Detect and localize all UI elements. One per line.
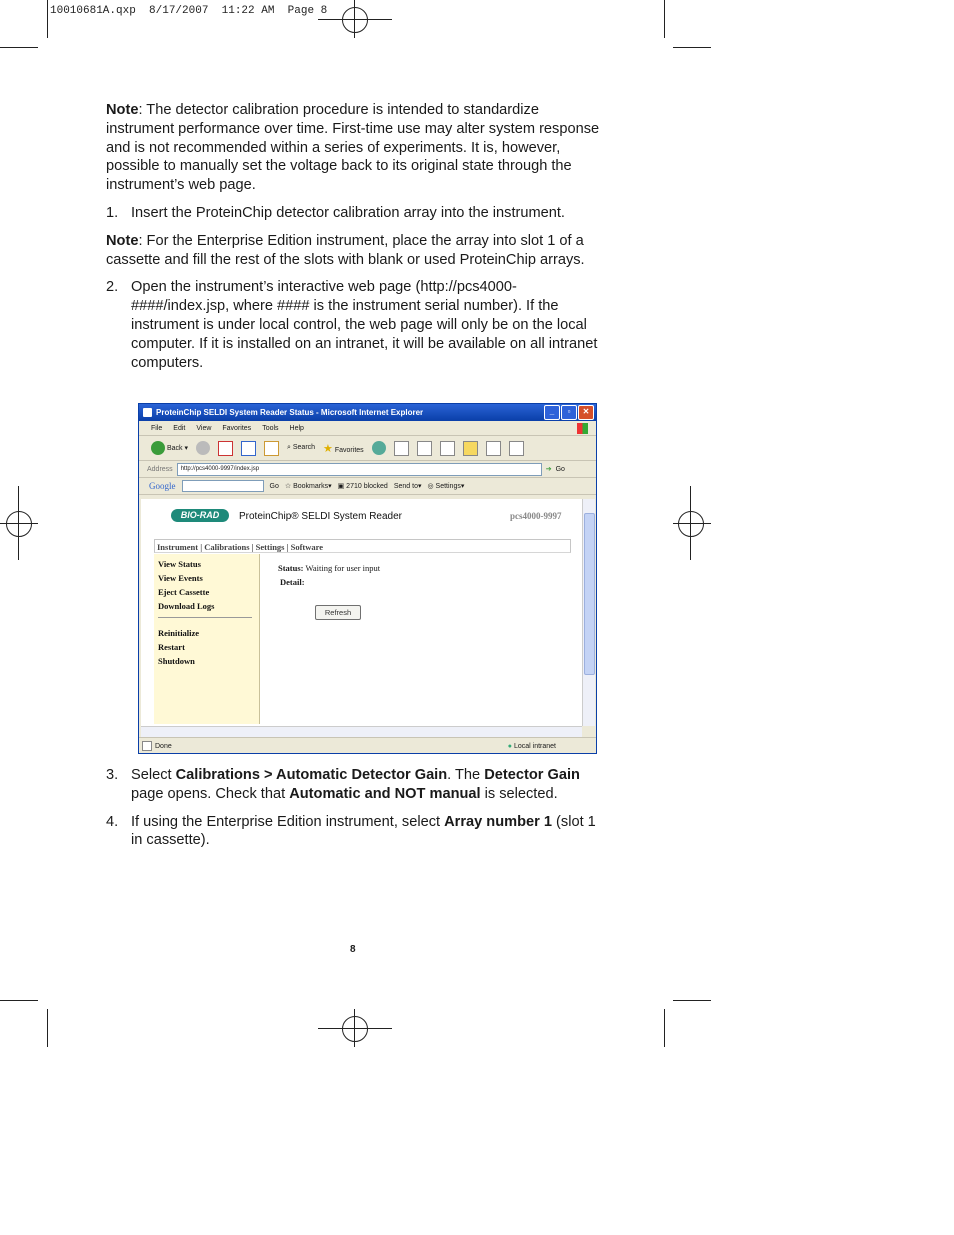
step-text: Insert the ProteinChip detector calibration array into the instrument. [131,204,565,221]
note-label: Note [106,232,139,249]
popup-blocked-button[interactable]: ▣ 2710 blocked [337,483,388,490]
status-label: Status: [278,563,304,573]
menu-edit[interactable]: Edit [173,424,186,432]
step-number: 4. [106,813,119,830]
scroll-thumb[interactable] [584,513,595,675]
sidebar-item-view-events[interactable]: View Events [158,573,203,583]
registration-mark [678,511,704,537]
menu-view[interactable]: View [196,424,212,432]
back-button[interactable]: Back ▾ [151,441,188,455]
registration-line [318,19,392,20]
step-number: 3. [106,767,119,783]
send-to-button[interactable]: Send to▾ [393,483,422,490]
ie-page-icon [143,408,152,417]
page-done-icon [142,741,152,751]
web-page-viewport [141,499,582,726]
step-text: Open the instrument’s interactive web page (http://pcs4000-####/index.jsp, where #### is the instrument serial number). If the instrument is under local control, the web page will only be on the local computer. If it is installed on an intranet, it will be available on all intranet computers. [131,279,598,371]
step-text: If using the Enterprise Edition instrument, select [131,813,445,830]
close-icon[interactable]: ✕ [578,405,594,420]
star-icon: ★ [323,442,333,455]
window-title: ProteinChip SELDI System Reader Status - Microsoft Internet Explorer [156,408,424,417]
settings-label: Settings [435,483,461,490]
step-text: page opens. Check that [131,785,290,802]
status-line [278,563,380,573]
restore-icon[interactable]: ▫ [561,405,577,420]
sidebar-item-view-status[interactable]: View Status [158,559,201,569]
home-icon[interactable] [264,441,279,456]
menu-help[interactable]: Help [289,424,304,432]
note-text: : For the Enterprise Edition instrument, place the array into slot 1 of a cassette and fill the rest of the slots with blank or used ProteinChip arrays. [106,232,585,268]
detail-label: Detail: [280,577,305,587]
product-name: ProteinChip® SELDI System Reader [239,511,402,522]
send-label: Send to [393,483,418,490]
refresh-button[interactable]: Refresh [315,605,361,620]
edit-icon[interactable] [440,441,455,456]
registration-mark [6,511,32,537]
crop-mark [0,1000,38,1001]
note-paragraph [106,101,606,195]
note-label: Note [106,102,139,118]
favorites-button[interactable] [323,442,364,455]
top-navigation[interactable]: Instrument | Calibrations | Settings | Software [154,539,571,553]
status-bar [139,737,597,754]
page-number: 8 [350,944,356,955]
vertical-scrollbar[interactable] [582,499,595,726]
document-body [106,101,606,372]
forward-arrow-icon[interactable] [196,441,210,455]
google-logo: Google [149,481,176,491]
google-search-input[interactable] [182,480,264,492]
back-label: Back [166,444,183,452]
registration-mark [342,1016,368,1042]
research-icon[interactable] [486,441,501,456]
step-4 [106,813,606,851]
sidebar-item-reinitialize[interactable]: Reinitialize [158,628,200,638]
url-text: http://pcs4000-9997/index.jsp [180,466,260,472]
step-1 [106,204,606,223]
sidebar-menu [154,554,260,724]
favorites-label: Favorites [334,446,364,454]
page-name-text: Detector Gain [484,767,580,783]
google-toolbar [139,478,596,495]
menu-tools[interactable]: Tools [262,424,279,432]
status-done: Done [155,742,172,750]
windows-logo-icon [577,423,588,434]
step-text: is selected. [480,785,558,802]
note-text: : The detector calibration procedure is intended to standardize instrument performance over time. First-time use may alter system response and is not recommended within a series of experiments. It is, however, possible to manually set the voltage back to its original state through the instrument’s web page. [106,102,600,194]
step-number: 1. [106,204,119,221]
step-2 [106,278,606,372]
bookmarks-label: Bookmarks [293,483,329,490]
crop-mark [664,1009,665,1047]
step-text: (slot 1 in cassette). [131,813,596,849]
history-icon[interactable] [372,441,386,455]
menu-file[interactable]: File [151,424,163,432]
menu-path-text: Calibrations > Automatic Detector Gain [175,767,448,783]
browser-window-screenshot [138,403,597,754]
registration-line [318,1028,392,1029]
crop-mark [664,0,665,38]
settings-button[interactable]: ◎ Settings▾ [427,483,465,490]
registration-line [673,523,711,524]
step-text: Select [131,767,176,783]
setting-text: Automatic and NOT manual [289,785,481,802]
google-go-button[interactable]: Go [269,482,279,490]
intranet-icon: ● [507,742,513,750]
registration-line [354,0,355,38]
sidebar-item-download-logs[interactable]: Download Logs [158,601,215,611]
crop-mark [47,1009,48,1047]
status-value: Waiting for user input [305,563,381,573]
step-text: . The [447,767,485,783]
document-body-continued [106,766,606,850]
print-icon[interactable] [417,441,432,456]
registration-line [0,523,38,524]
back-arrow-icon [151,441,165,455]
registration-line [354,1009,355,1047]
minimize-icon[interactable]: _ [544,405,560,420]
address-input[interactable] [177,463,542,476]
bio-rad-logo: BIO-RAD [171,509,229,522]
step-3 [106,766,606,804]
registration-mark [342,7,368,33]
address-label: Address [147,465,173,473]
array-text: Array number 1 [444,813,552,830]
crop-mark [673,47,711,48]
go-label[interactable]: Go [555,465,565,473]
google-bookmarks-button[interactable]: ☆ Bookmarks▾ [284,483,332,490]
step-number: 2. [106,279,119,296]
horizontal-scrollbar[interactable] [141,726,582,737]
search-button[interactable]: ⌕ Search [286,444,316,451]
sidebar-divider [158,617,252,618]
mail-icon[interactable] [394,441,409,456]
file-slug: 10010681A.qxp 8/17/2007 11:22 AM Page 8 [50,5,328,17]
zone-indicator [508,743,556,750]
crop-mark [47,0,48,38]
crop-mark [673,1000,711,1001]
sidebar-item-shutdown[interactable]: Shutdown [158,656,195,666]
address-bar [139,461,596,478]
go-arrow-icon[interactable]: ➔ [545,466,552,473]
menu-bar [139,421,596,436]
messenger-icon[interactable] [509,441,524,456]
toolbar [139,436,596,461]
sidebar-item-eject-cassette[interactable]: Eject Cassette [158,587,210,597]
sidebar-item-restart[interactable]: Restart [158,642,185,652]
title-bar [139,404,596,421]
note-paragraph [106,232,606,270]
folder-icon[interactable] [463,441,478,456]
instrument-serial: pcs4000-9997 [510,511,562,521]
zone-label: Local intranet [513,742,556,750]
crop-mark [0,47,38,48]
menu-favorites[interactable]: Favorites [222,424,252,432]
refresh-icon[interactable] [241,441,256,456]
search-label: Search [292,444,316,451]
stop-icon[interactable] [218,441,233,456]
blocked-label: 2710 blocked [346,483,388,490]
